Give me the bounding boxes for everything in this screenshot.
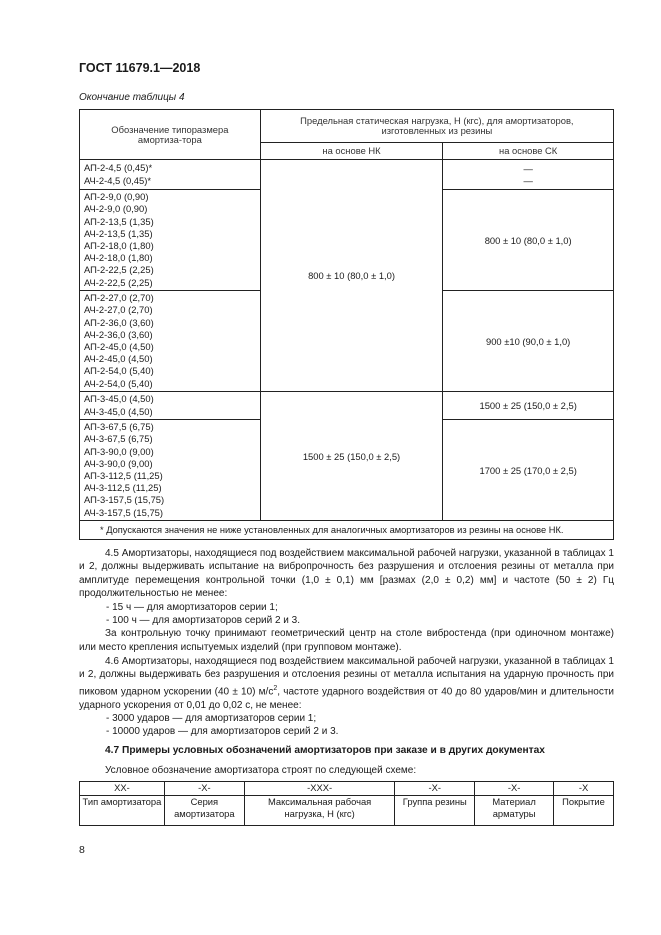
scheme-code: XX- — [80, 782, 165, 796]
standard-header: ГОСТ 11679.1—2018 — [79, 61, 201, 75]
paragraph-4-6-text-end: , частоте ударного воздействия от 40 до 80 ударов/мин и длительности ударного ускорения от 0,01 до 0,02 с, не менее: — [79, 686, 614, 711]
list-item: — — [523, 175, 533, 186]
scheme-code: -X- — [475, 782, 554, 796]
list-item: АП-2-18,0 (1,80) — [84, 240, 154, 251]
sk-value-group-5: 1700 ± 25 (170,0 ± 2,5) — [443, 420, 614, 521]
list-item: АЧ-2-9,0 (0,90) — [84, 203, 148, 215]
scheme-code: -X- — [395, 782, 475, 796]
page-number: 8 — [79, 844, 85, 856]
scheme-label: Серия амортизатора — [164, 796, 244, 826]
designation-group-1 — [80, 160, 261, 190]
nk-value-2: 1500 ± 25 (150,0 ± 2,5) — [260, 392, 443, 521]
list-item: АП-3-67,5 (6,75) — [84, 421, 154, 433]
sk-value-group-4: 1500 ± 25 (150,0 ± 2,5) — [443, 392, 614, 420]
list-item: — — [523, 162, 533, 174]
list-item: АП-2-22,5 (2,25) — [84, 264, 154, 276]
scheme-label: Группа резины — [395, 796, 475, 826]
list-item: АП-2-54,0 (5,40) — [84, 365, 154, 377]
list-item: АЧ-2-45,0 (4,50) — [84, 353, 153, 365]
header-load: Предельная статическая нагрузка, Н (кгс), для амортизаторов, изготовленных из резины — [260, 110, 613, 143]
section-4-5 — [79, 547, 614, 654]
list-item: АЧ-2-18,0 (1,80) — [84, 252, 153, 264]
scheme-code: -X- — [164, 782, 244, 796]
scheme-label: Максимальная рабочая нагрузка, Н (кгс) — [244, 796, 395, 826]
list-item: АЧ-2-36,0 (3,60) — [84, 328, 153, 340]
scheme-code: -X — [554, 782, 614, 796]
sk-value-group-2: 800 ± 10 (80,0 ± 1,0) — [443, 190, 614, 291]
list-item: АЧ-3-90,0 (9,00) — [84, 457, 153, 469]
list-item: АЧ-3-157,5 (15,75) — [84, 506, 163, 518]
list-item: - 15 ч — для амортизаторов серии 1; — [106, 601, 278, 613]
scheme-label: Тип амортизатора — [80, 796, 165, 826]
list-item: АЧ-2-22,5 (2,25) — [84, 276, 153, 288]
list-item: АП-3-45,0 (4,50) — [84, 393, 154, 405]
list-item: АЧ-2-54,0 (5,40) — [84, 377, 153, 389]
list-item: АП-2-13,5 (1,35) — [84, 215, 154, 227]
designation-group-3 — [80, 291, 261, 392]
designation-group-2 — [80, 190, 261, 291]
section-4-7-heading: 4.7 Примеры условных обозначений амортизаторов при заказе и в других документах — [105, 745, 545, 756]
designation-scheme-table — [79, 781, 614, 826]
list-item: АП-2-36,0 (3,60) — [84, 316, 154, 328]
list-item: АЧ-3-112,5 (11,25) — [84, 482, 162, 494]
header-nk: на основе НК — [260, 143, 443, 160]
scheme-label: Материал арматуры — [475, 796, 554, 826]
section-4-6 — [79, 655, 614, 739]
list-item: - 100 ч — для амортизаторов серий 2 и 3. — [106, 615, 300, 627]
designation-group-4 — [80, 392, 261, 420]
scheme-label: Покрытие — [554, 796, 614, 826]
list-item: АЧ-2-13,5 (1,35) — [84, 227, 153, 239]
list-item: АП-3-157,5 (15,75) — [84, 494, 165, 506]
table-4 — [79, 109, 614, 540]
table-caption: Окончание таблицы 4 — [79, 92, 185, 103]
scheme-code: -XXX- — [244, 782, 395, 796]
list-item: АП-3-90,0 (9,00) — [84, 445, 154, 457]
list-item: АЧ-2-4,5 (0,45)* — [84, 174, 152, 186]
header-sk: на основе СК — [443, 143, 614, 160]
scheme-intro: Условное обозначение амортизатора строят по следующей схеме: — [105, 765, 417, 776]
list-item: АП-2-4,5 (0,45)* — [84, 162, 153, 174]
nk-value-1: 800 ± 10 (80,0 ± 1,0) — [260, 160, 443, 392]
superscript: 2 — [273, 684, 278, 692]
sk-value-group-1 — [443, 160, 614, 190]
header-designation: Обозначение типоразмера амортиза-тора — [80, 110, 261, 160]
list-item: АП-3-112,5 (11,25) — [84, 470, 163, 481]
paragraph-4-6 — [79, 655, 614, 712]
list-item: АП-2-9,0 (0,90) — [84, 191, 149, 203]
paragraph-4-6-text: 4.6 Амортизаторы, находящиеся под воздействием максимальной рабочей нагрузки, указанной в таблицах 1 и 2, должны выдерживать без разрушения и отслоения резины от металла испытания на ударную прочность при пиковом ударном ускорении (40 ± 10) м/с — [79, 656, 614, 698]
list-item: АЧ-3-45,0 (4,50) — [84, 405, 153, 417]
paragraph-control-point: За контрольную точку принимают геометрический центр на столе вибростенда (при одиночном монтаже) или место крепления испытуемых изделий (при групповом монтаже). — [79, 628, 614, 653]
list-item: - 10000 ударов — для амортизаторов серий 2 и 3. — [106, 726, 339, 738]
list-item: АП-2-45,0 (4,50) — [84, 341, 154, 352]
list-item: АП-2-27,0 (2,70) — [84, 292, 154, 304]
paragraph-4-5: 4.5 Амортизаторы, находящиеся под воздействием максимальной рабочей нагрузки, указанной в таблицах 1 и 2, должны выдерживать испытание на вибропрочность без разрушения и отслоения резины от металла при амплитуде перемещения контрольной точки (1,0 ± 0,1) мм [размах (2,0 ± 0,2) мм] и частоте (50 ± 2) Гц продолжительностью не менее: — [79, 548, 614, 600]
sk-value-group-3: 900 ±10 (90,0 ± 1,0) — [443, 291, 614, 392]
list-item: АЧ-3-67,5 (6,75) — [84, 433, 153, 445]
table-footnote: * Допускаются значения не ниже установленных для аналогичных амортизаторов из резины на основе НК. — [80, 521, 614, 540]
designation-group-5 — [80, 420, 261, 521]
list-item: - 3000 ударов — для амортизаторов серии 1; — [106, 712, 317, 724]
list-item: АЧ-2-27,0 (2,70) — [84, 304, 153, 316]
